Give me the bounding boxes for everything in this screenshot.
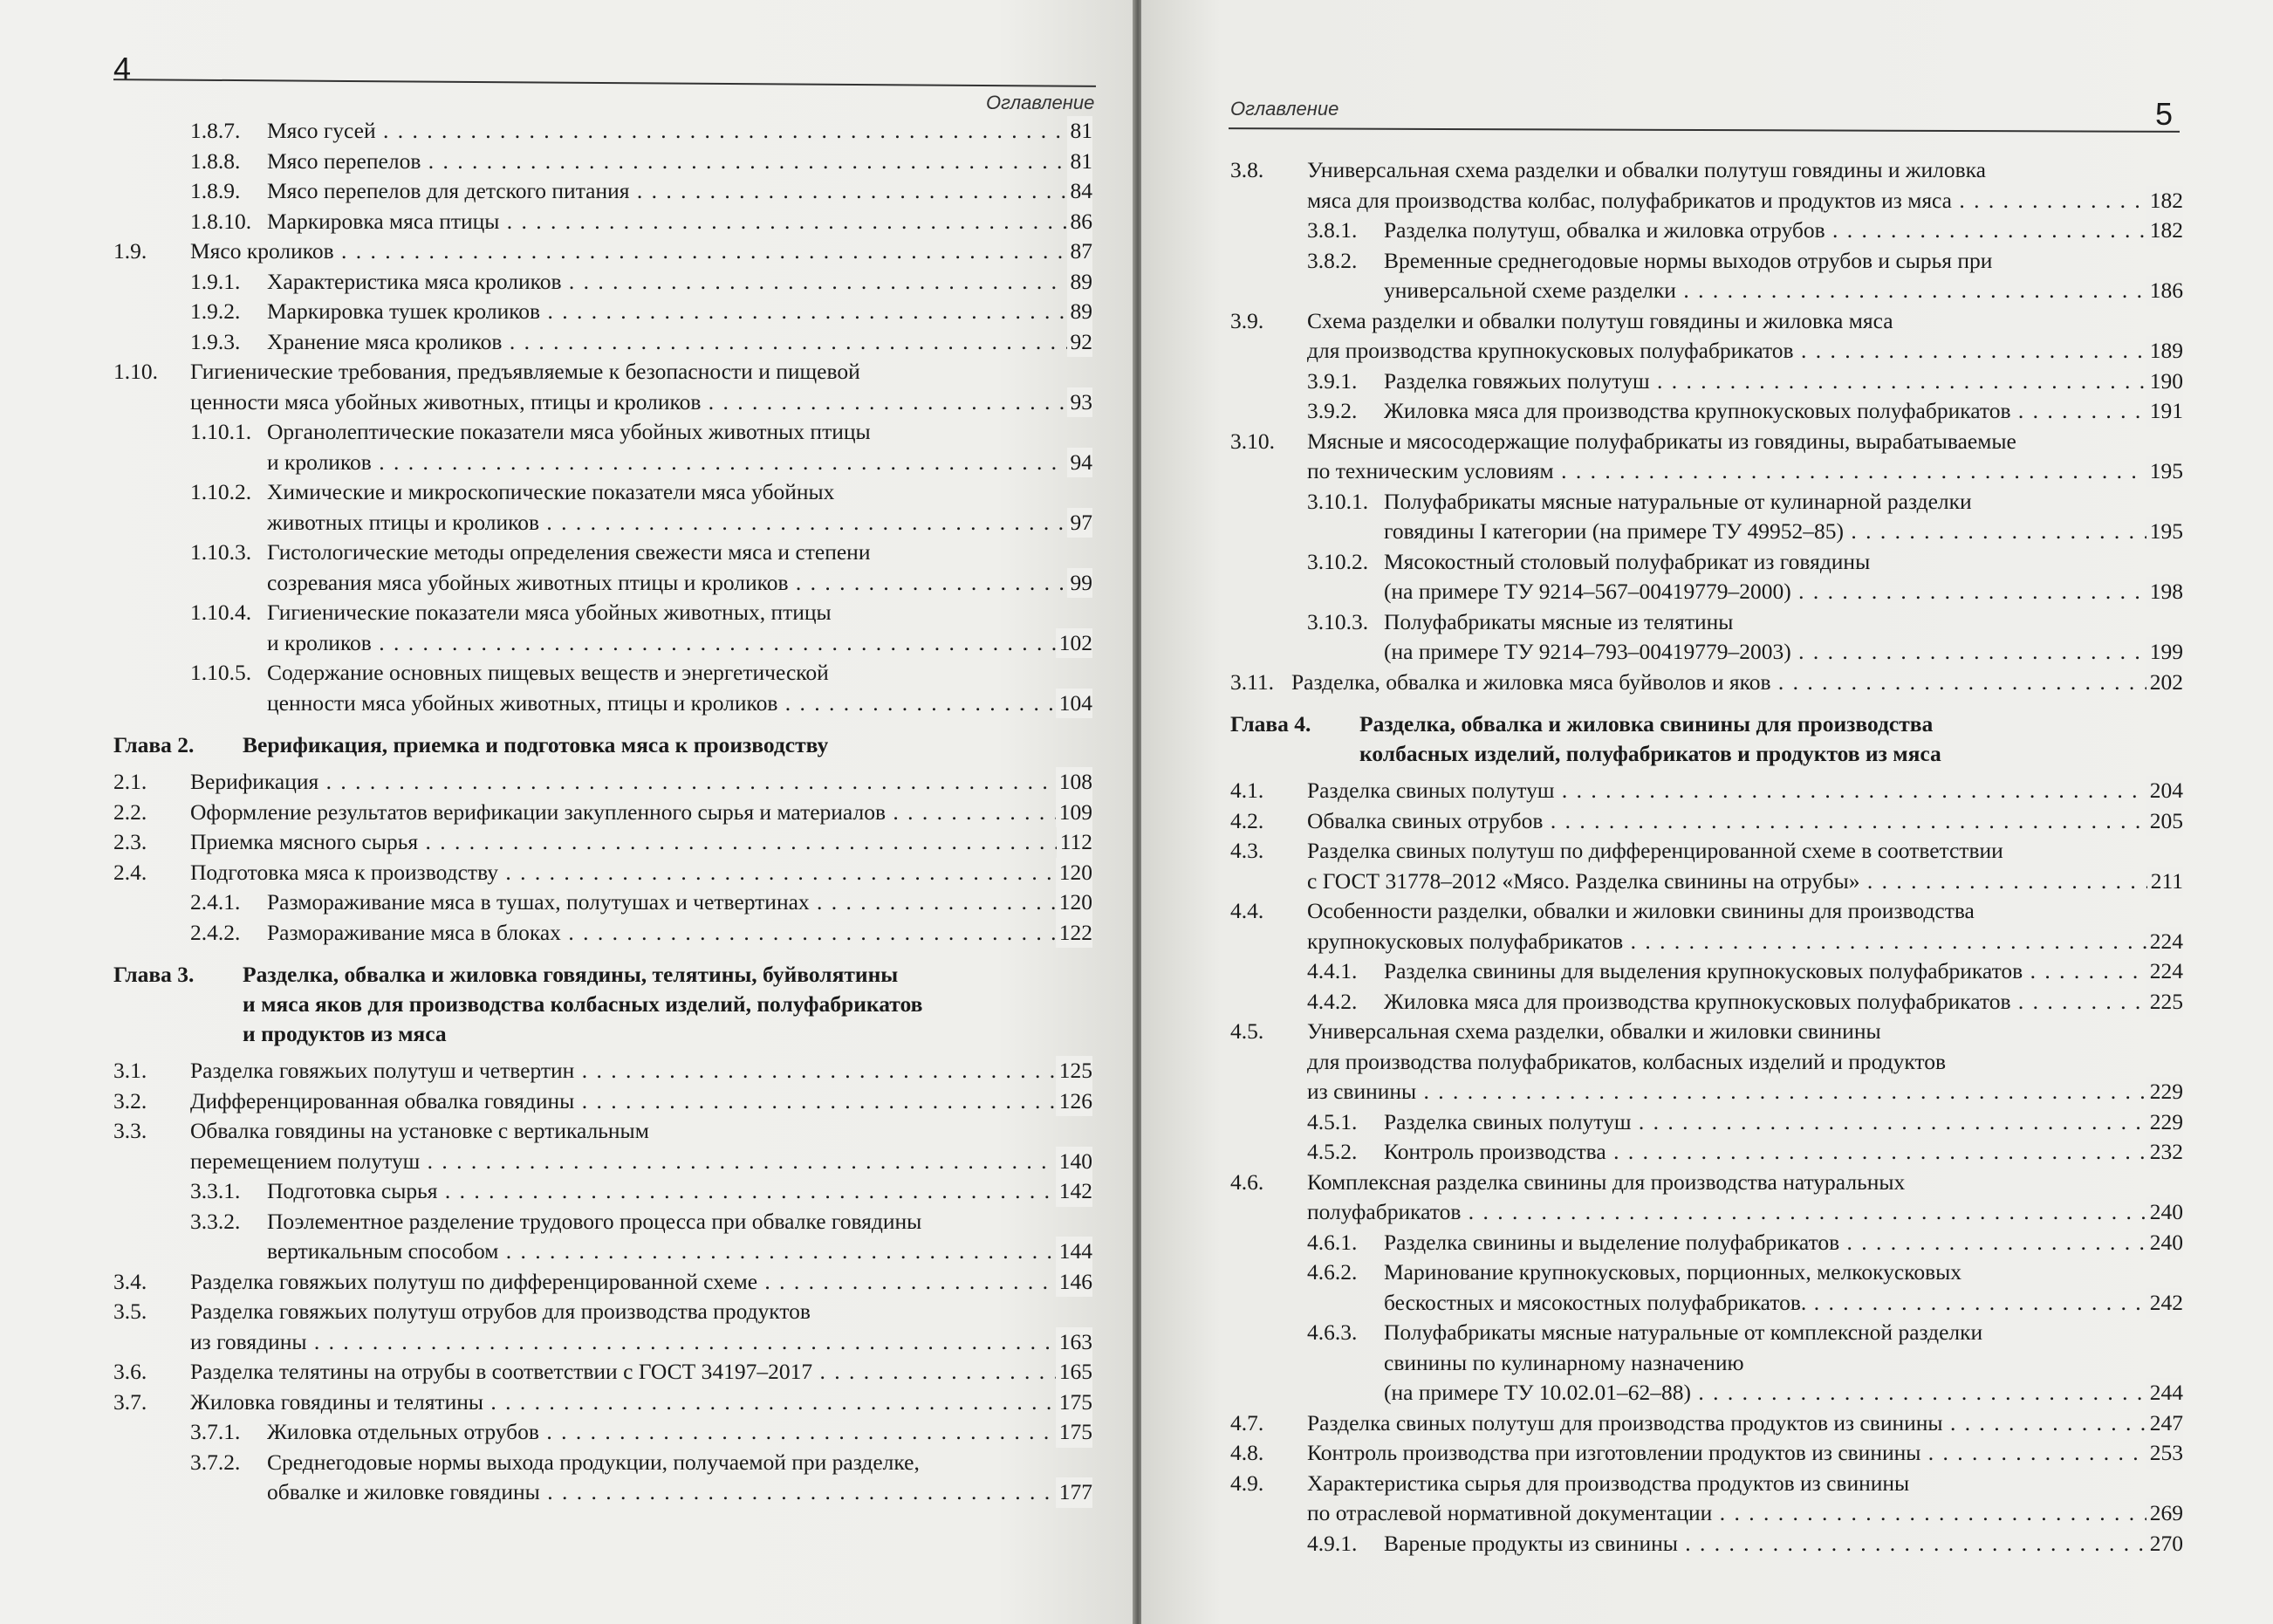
section-number: 3.10.3. bbox=[1307, 608, 1369, 634]
section-title: Разделка говяжьих полутуш отрубов для производства продуктов bbox=[190, 1299, 811, 1324]
page-ref: 163 bbox=[1056, 1327, 1092, 1358]
section-title: Мясные и мясосодержащие полуфабрикаты из говядины, вырабатываемые bbox=[1307, 428, 2016, 454]
section-title: Дифференцированная обвалка говядины . . . bbox=[190, 1088, 1092, 1114]
toc-entry bbox=[113, 1417, 1092, 1448]
section-number: 1.10.1. bbox=[190, 419, 252, 444]
section-title: Разделка говяжьих полутуш . . . bbox=[1384, 368, 2183, 394]
section-title: Мясо гусей . . . bbox=[267, 118, 1092, 143]
section-title: Разделка свиных полутуш по дифференцированной схеме в соответствии bbox=[1307, 838, 2003, 863]
toc-entry bbox=[1230, 607, 2183, 668]
toc-entry bbox=[113, 147, 1092, 177]
section-number: 4.7. bbox=[1230, 1409, 1264, 1436]
toc-entry bbox=[1230, 1257, 2183, 1318]
toc-entry bbox=[1230, 367, 2183, 397]
section-title: животных птицы и кроликов . . . bbox=[267, 510, 1092, 535]
section-number: 3.10.1. bbox=[1307, 488, 1369, 514]
page-ref: 225 bbox=[2146, 987, 2183, 1018]
page-ref: 269 bbox=[2146, 1498, 2183, 1529]
toc-entry bbox=[1230, 1318, 2183, 1408]
section-number: 4.5.2. bbox=[1307, 1139, 1358, 1164]
page-ref: 198 bbox=[2146, 577, 2183, 607]
toc-entry bbox=[1230, 1529, 2183, 1559]
chapter-title-line: Разделка, обвалка и жиловка говядины, телятины, буйволятины bbox=[243, 962, 899, 987]
toc-entry bbox=[113, 207, 1092, 237]
section-title: Полуфабрикаты мясные из телятины bbox=[1384, 608, 1734, 634]
page-ref: 191 bbox=[2146, 396, 2183, 427]
section-number: 4.8. bbox=[1230, 1440, 1264, 1465]
section-title: вертикальным способом . . . bbox=[267, 1238, 1092, 1264]
header-rule bbox=[113, 79, 1096, 87]
toc-entry bbox=[1230, 806, 2183, 837]
toc-entry bbox=[113, 767, 1092, 798]
section-number: 2.1. bbox=[113, 769, 147, 794]
section-title: Разделка, обвалка и жиловка мяса буйволов и яков . . . bbox=[1291, 669, 2183, 695]
section-title: Универсальная схема разделки, обвалки и жиловки свинины bbox=[1307, 1018, 1881, 1044]
section-title: Размораживание мяса в тушах, полутушах и четвертинах . . . bbox=[267, 889, 1092, 915]
right-page bbox=[1141, 0, 2273, 1624]
toc-entry bbox=[113, 1357, 1092, 1388]
section-title: Разделка свинины и выделение полуфабрикатов . . . bbox=[1384, 1230, 2183, 1255]
toc-entry bbox=[113, 236, 1092, 267]
section-title: Разделка полутуш, обвалка и жиловка отрубов . . . bbox=[1384, 217, 2183, 243]
page-ref: 81 bbox=[1067, 147, 1093, 177]
page-ref: 175 bbox=[1056, 1388, 1092, 1418]
page-ref: 177 bbox=[1056, 1477, 1092, 1508]
section-number: 3.10. bbox=[1230, 428, 1275, 454]
page-ref: 195 bbox=[2146, 517, 2183, 547]
section-title: Гигиенические показатели мяса убойных животных, птицы bbox=[267, 600, 832, 625]
section-number: 3.4. bbox=[113, 1268, 147, 1294]
section-title: полуфабрикатов . . . bbox=[1307, 1199, 2183, 1224]
section-title: Хранение мяса кроликов . . . bbox=[267, 329, 1092, 354]
section-title: Маркировка тушек кроликов . . . bbox=[267, 298, 1092, 324]
toc-entry bbox=[113, 1116, 1092, 1176]
section-title: Жиловка мяса для производства крупнокусковых полуфабрикатов . . . bbox=[1384, 989, 2183, 1014]
section-number: 3.8.1. bbox=[1307, 217, 1358, 243]
page-ref: 240 bbox=[2146, 1197, 2183, 1228]
section-number: 3.11. bbox=[1230, 668, 1275, 695]
toc-entry bbox=[113, 798, 1092, 828]
section-number: 4.4. bbox=[1230, 898, 1264, 923]
section-number: 3.7. bbox=[113, 1388, 147, 1415]
section-title: Полуфабрикаты мясные натуральные от кулинарной разделки bbox=[1384, 488, 1972, 514]
section-number: 2.4.1. bbox=[190, 889, 241, 915]
section-number: 4.9.1. bbox=[1307, 1530, 1358, 1556]
toc-entry bbox=[1230, 776, 2183, 806]
section-title: и кроликов . . . bbox=[267, 449, 1092, 475]
section-number: 1.9.3. bbox=[190, 328, 241, 354]
toc-entry bbox=[113, 1388, 1092, 1418]
section-title: Подготовка сырья . . . bbox=[267, 1178, 1092, 1203]
chapter-heading bbox=[113, 730, 1092, 760]
toc-entry bbox=[1230, 1408, 2183, 1439]
toc-entry bbox=[1230, 396, 2183, 427]
section-number: 3.7.2. bbox=[190, 1449, 241, 1475]
section-title: Разделка свинины для выделения крупнокусковых полуфабрикатов . . . bbox=[1384, 958, 2183, 983]
page-ref: 186 bbox=[2146, 276, 2183, 306]
page-ref: 199 bbox=[2146, 637, 2183, 668]
section-title: Поэлементное разделение трудового процесса при обвалке говядины bbox=[267, 1208, 922, 1234]
toc-entry bbox=[1230, 987, 2183, 1018]
section-title: Полуфабрикаты мясные натуральные от комплексной разделки bbox=[1384, 1319, 1983, 1345]
table-of-contents bbox=[1230, 155, 2183, 1559]
page-ref: 109 bbox=[1056, 798, 1092, 828]
page-number: 5 bbox=[2155, 96, 2174, 132]
page-ref: 92 bbox=[1067, 327, 1093, 358]
section-number: 3.6. bbox=[113, 1359, 147, 1384]
section-title: свинины по кулинарному назначению bbox=[1384, 1349, 1744, 1375]
running-header: Оглавление bbox=[986, 92, 1095, 113]
page-ref: 204 bbox=[2146, 776, 2183, 806]
toc-entry bbox=[113, 858, 1092, 888]
toc-entry bbox=[113, 417, 1092, 477]
section-number: 4.6.3. bbox=[1307, 1319, 1358, 1345]
section-number: 1.9.2. bbox=[190, 298, 241, 324]
chapter-title-line: и мяса яков для производства колбасных изделий, полуфабрикатов bbox=[243, 991, 923, 1017]
toc-entry bbox=[1230, 836, 2183, 896]
page-ref: 94 bbox=[1067, 448, 1093, 478]
page-ref: 202 bbox=[2146, 668, 2183, 698]
section-title: Подготовка мяса к производству . . . bbox=[190, 860, 1092, 885]
toc-entry bbox=[1230, 155, 2183, 216]
section-title: Разделка свиных полутуш . . . bbox=[1384, 1109, 2183, 1134]
toc-entry bbox=[113, 538, 1092, 598]
section-title: ценности мяса убойных животных, птицы и кроликов . . . bbox=[190, 389, 1092, 415]
section-number: 1.8.9. bbox=[190, 178, 241, 203]
section-title: Обвалка свиных отрубов . . . bbox=[1307, 808, 2183, 833]
toc-entry bbox=[1230, 956, 2183, 987]
section-title: созревания мяса убойных животных птицы и кроликов . . . bbox=[267, 570, 1092, 595]
page-ref: 89 bbox=[1067, 297, 1093, 327]
section-title: Гигиенические требования, предъявляемые к безопасности и пищевой bbox=[190, 359, 860, 384]
section-title: по отраслевой нормативной документации . . . bbox=[1307, 1500, 2183, 1525]
section-number: 4.4.2. bbox=[1307, 988, 1358, 1014]
page-ref: 146 bbox=[1056, 1267, 1092, 1298]
section-title: из говядины . . . bbox=[190, 1329, 1092, 1354]
section-title: Оформление результатов верификации закупленного сырья и материалов . . . bbox=[190, 799, 1092, 825]
page-ref: 247 bbox=[2146, 1408, 2183, 1439]
section-title: для производства полуфабрикатов, колбасных изделий и продуктов bbox=[1307, 1048, 1947, 1074]
chapter-number: Глава 3. bbox=[113, 962, 195, 987]
section-title: (на примере ТУ 10.02.01–62–88) . . . bbox=[1384, 1380, 2183, 1405]
section-number: 4.3. bbox=[1230, 838, 1264, 863]
running-header: Оглавление bbox=[1230, 98, 1339, 120]
page-ref: 182 bbox=[2146, 186, 2183, 216]
section-number: 1.9.1. bbox=[190, 268, 241, 294]
table-of-contents bbox=[113, 116, 1092, 1508]
toc-entry bbox=[1230, 427, 2183, 487]
page-ref: 229 bbox=[2146, 1107, 2183, 1138]
section-title: обвалке и жиловке говядины . . . bbox=[267, 1479, 1092, 1504]
section-title: Маркировка мяса птицы . . . bbox=[267, 209, 1092, 234]
section-number: 3.8.2. bbox=[1307, 247, 1358, 273]
toc-entry bbox=[1230, 547, 2183, 607]
page-ref: 242 bbox=[2146, 1288, 2183, 1319]
toc-entry bbox=[113, 327, 1092, 358]
section-number: 4.1. bbox=[1230, 778, 1264, 803]
page-ref: 244 bbox=[2146, 1378, 2183, 1408]
page-ref: 182 bbox=[2146, 216, 2183, 246]
section-number: 3.3. bbox=[113, 1118, 147, 1143]
section-title: Схема разделки и обвалки полутуш говядины и жиловка мяса bbox=[1307, 307, 1893, 333]
section-number: 3.8. bbox=[1230, 157, 1264, 182]
section-title: Мясокостный столовый полуфабрикат из говядины bbox=[1384, 548, 1871, 574]
section-title: Мясо перепелов для детского питания . . . bbox=[267, 178, 1092, 203]
page-ref: 87 bbox=[1067, 236, 1093, 267]
section-number: 4.9. bbox=[1230, 1470, 1264, 1496]
toc-entry bbox=[113, 267, 1092, 298]
page-ref: 142 bbox=[1056, 1176, 1092, 1207]
page-ref: 224 bbox=[2146, 927, 2183, 957]
toc-entry bbox=[1230, 1438, 2183, 1469]
section-title: Универсальная схема разделки и обвалки полутуш говядины и жиловка bbox=[1307, 157, 1986, 182]
section-number: 3.3.2. bbox=[190, 1208, 241, 1234]
page-ref: 270 bbox=[2146, 1529, 2183, 1559]
toc-entry bbox=[113, 1448, 1092, 1508]
toc-entry bbox=[1230, 306, 2183, 367]
toc-entry bbox=[113, 918, 1092, 949]
toc-entry bbox=[113, 176, 1092, 207]
section-title: Жиловка отдельных отрубов . . . bbox=[267, 1419, 1092, 1444]
toc-entry bbox=[1230, 1469, 2183, 1529]
section-title: Характеристика мяса кроликов . . . bbox=[267, 269, 1092, 294]
page-ref: 108 bbox=[1056, 767, 1092, 798]
section-title: Вареные продукты из свинины . . . bbox=[1384, 1531, 2183, 1556]
section-title: мяса для производства колбас, полуфабрикатов и продуктов из мяса . . . bbox=[1307, 188, 2183, 213]
page-ref: 144 bbox=[1056, 1237, 1092, 1267]
page-ref: 253 bbox=[2146, 1438, 2183, 1469]
section-number: 3.9.2. bbox=[1307, 398, 1358, 423]
section-title: и кроликов . . . bbox=[267, 630, 1092, 655]
chapter-number: Глава 2. bbox=[113, 732, 195, 757]
toc-entry bbox=[1230, 1017, 2183, 1107]
toc-entry bbox=[113, 1086, 1092, 1117]
chapter-title-line: и продуктов из мяса bbox=[243, 1021, 447, 1046]
toc-entry bbox=[1230, 896, 2183, 956]
section-title: Комплексная разделка свинины для производства натуральных bbox=[1307, 1168, 1906, 1195]
toc-entry bbox=[113, 827, 1092, 858]
section-number: 2.4. bbox=[113, 859, 147, 885]
toc-entry bbox=[1230, 1228, 2183, 1258]
toc-entry bbox=[1230, 487, 2183, 547]
toc-entry bbox=[113, 477, 1092, 538]
section-number: 3.2. bbox=[113, 1087, 147, 1114]
section-title: Контроль производства при изготовлении продуктов из свинины . . . bbox=[1307, 1440, 2183, 1465]
toc-entry bbox=[1230, 1137, 2183, 1168]
page-ref: 120 bbox=[1056, 858, 1092, 888]
section-title: перемещением полутуш . . . bbox=[190, 1148, 1092, 1174]
page-ref: 232 bbox=[2146, 1137, 2183, 1168]
page-ref: 99 bbox=[1067, 568, 1093, 599]
toc-entry bbox=[1230, 1168, 2183, 1228]
section-number: 3.9.1. bbox=[1307, 367, 1358, 394]
section-title: ценности мяса убойных животных, птицы и кроликов . . . bbox=[267, 690, 1092, 716]
section-title: говядины I категории (на примере ТУ 49952–85) . . . bbox=[1384, 518, 2183, 544]
toc-entry bbox=[113, 887, 1092, 918]
page-ref: 224 bbox=[2146, 956, 2183, 987]
page-ref: 205 bbox=[2146, 806, 2183, 837]
toc-entry bbox=[1230, 216, 2183, 246]
section-title: Размораживание мяса в блоках . . . bbox=[267, 920, 1092, 945]
page-ref: 189 bbox=[2146, 336, 2183, 367]
section-title: Особенности разделки, обвалки и жиловки свинины для производства bbox=[1307, 898, 1975, 923]
page-ref: 89 bbox=[1067, 267, 1093, 298]
section-title: Жиловка говядины и телятины . . . bbox=[190, 1389, 1092, 1415]
page-ref: 211 bbox=[2147, 867, 2183, 897]
section-title: Характеристика сырья для производства продуктов из свинины bbox=[1307, 1470, 1910, 1496]
page-ref: 81 bbox=[1067, 116, 1093, 147]
toc-entry bbox=[113, 1176, 1092, 1207]
section-title: Гистологические методы определения свежести мяса и степени bbox=[267, 539, 871, 565]
section-number: 1.10.4. bbox=[190, 600, 252, 625]
section-title: с ГОСТ 31778–2012 «Мясо. Разделка свинины на отрубы» . . . bbox=[1307, 868, 2183, 894]
page-ref: 112 bbox=[1057, 827, 1092, 858]
toc-entry bbox=[1230, 668, 2183, 698]
section-title: из свинины . . . bbox=[1307, 1079, 2183, 1104]
section-title: бескостных и мясокостных полуфабрикатов. . . . bbox=[1384, 1290, 2183, 1315]
section-number: 4.2. bbox=[1230, 807, 1264, 833]
section-title: Верификация . . . bbox=[190, 769, 1092, 794]
section-number: 1.8.10. bbox=[190, 208, 252, 234]
page-ref: 120 bbox=[1056, 887, 1092, 918]
page-ref: 140 bbox=[1056, 1147, 1092, 1177]
chapter-title-line: колбасных изделий, полуфабрикатов и продуктов из мяса bbox=[1359, 741, 1941, 766]
section-title: Мясо кроликов . . . bbox=[190, 238, 1092, 264]
section-title: Обвалка говядины на установке с вертикальным bbox=[190, 1118, 649, 1143]
section-title: для производства крупнокусковых полуфабрикатов . . . bbox=[1307, 338, 2183, 363]
toc-entry bbox=[1230, 1107, 2183, 1138]
page-ref: 126 bbox=[1056, 1086, 1092, 1117]
left-page bbox=[0, 0, 1134, 1624]
chapter-heading bbox=[1230, 709, 2183, 769]
section-number: 1.10.2. bbox=[190, 479, 252, 504]
page-ref: 195 bbox=[2146, 456, 2183, 487]
section-title: (на примере ТУ 9214–567–00419779–2000) . . . bbox=[1384, 579, 2183, 604]
section-number: 1.10.3. bbox=[190, 539, 252, 565]
section-number: 3.9. bbox=[1230, 307, 1264, 333]
section-title: Маринование крупнокусковых, порционных, мелкокусковых bbox=[1384, 1259, 1962, 1285]
section-title: Мясо перепелов . . . bbox=[267, 148, 1092, 174]
section-title: Жиловка мяса для производства крупнокусковых полуфабрикатов . . . bbox=[1384, 398, 2183, 423]
chapter-title-line: Разделка, обвалка и жиловка свинины для производства bbox=[1359, 711, 1934, 737]
page-ref: 165 bbox=[1056, 1357, 1092, 1388]
section-title: Разделка свиных полутуш для производства продуктов из свинины . . . bbox=[1307, 1410, 2183, 1436]
page-ref: 229 bbox=[2146, 1077, 2183, 1107]
section-number: 1.8.7. bbox=[190, 118, 241, 143]
section-title: Разделка говяжьих полутуш и четвертин . . . bbox=[190, 1058, 1092, 1083]
toc-entry bbox=[113, 1297, 1092, 1357]
section-title: Временные среднегодовые нормы выходов отрубов и сырья при bbox=[1384, 247, 1993, 273]
toc-entry bbox=[113, 116, 1092, 147]
section-title: Органолептические показатели мяса убойных животных птицы bbox=[267, 419, 871, 444]
page-ref: 175 bbox=[1056, 1417, 1092, 1448]
chapter-heading bbox=[113, 960, 1092, 1049]
toc-entry bbox=[113, 357, 1092, 417]
section-number: 4.4.1. bbox=[1307, 958, 1358, 983]
section-number: 2.3. bbox=[113, 829, 147, 854]
page-ref: 97 bbox=[1067, 508, 1093, 538]
page-ref: 122 bbox=[1056, 918, 1092, 949]
section-title: Разделка говяжьих полутуш по дифференцированной схеме . . . bbox=[190, 1269, 1092, 1294]
toc-entry bbox=[113, 598, 1092, 658]
page-ref: 190 bbox=[2146, 367, 2183, 397]
chapter-number: Глава 4. bbox=[1230, 711, 1311, 737]
page-ref: 84 bbox=[1067, 176, 1093, 207]
section-number: 2.2. bbox=[113, 798, 147, 825]
section-number: 3.10.2. bbox=[1307, 548, 1369, 574]
header-rule bbox=[1229, 127, 2180, 133]
section-number: 1.10. bbox=[113, 359, 158, 384]
section-title: (на примере ТУ 9214–793–00419779–2003) . . . bbox=[1384, 639, 2183, 664]
toc-entry bbox=[113, 297, 1092, 327]
chapter-title-line: Верификация, приемка и подготовка мяса к производству bbox=[243, 732, 829, 757]
section-number: 4.5.1. bbox=[1307, 1108, 1358, 1134]
page-ref: 86 bbox=[1067, 207, 1093, 237]
section-title: по техническим условиям . . . bbox=[1307, 458, 2183, 483]
section-number: 4.5. bbox=[1230, 1018, 1264, 1044]
section-number: 1.10.5. bbox=[190, 660, 252, 685]
page-ref: 93 bbox=[1067, 387, 1093, 418]
toc-entry bbox=[1230, 246, 2183, 306]
section-title: Содержание основных пищевых веществ и энергетической bbox=[267, 660, 829, 685]
section-title: Контроль производства . . . bbox=[1384, 1139, 2183, 1164]
page-ref: 240 bbox=[2146, 1228, 2183, 1258]
section-number: 4.6.1. bbox=[1307, 1229, 1358, 1255]
section-number: 2.4.2. bbox=[190, 919, 241, 945]
page-ref: 125 bbox=[1056, 1056, 1092, 1086]
section-number: 3.5. bbox=[113, 1299, 147, 1324]
toc-entry bbox=[113, 1056, 1092, 1086]
section-number: 3.7.1. bbox=[190, 1419, 241, 1444]
section-title: Химические и микроскопические показатели мяса убойных bbox=[267, 479, 835, 504]
section-number: 3.1. bbox=[113, 1058, 147, 1083]
section-title: Разделка телятины на отрубы в соответствии с ГОСТ 34197–2017 . . . bbox=[190, 1359, 1092, 1384]
section-number: 3.3.1. bbox=[190, 1178, 241, 1203]
section-title: крупнокусковых полуфабрикатов . . . bbox=[1307, 928, 2183, 954]
section-title: Среднегодовые нормы выхода продукции, получаемой при разделке, bbox=[267, 1449, 920, 1475]
page-ref: 104 bbox=[1056, 689, 1092, 719]
section-number: 4.6. bbox=[1230, 1168, 1264, 1195]
section-title: Приемка мясного сырья . . . bbox=[190, 829, 1092, 854]
toc-entry bbox=[113, 1207, 1092, 1267]
page-number: 4 bbox=[113, 51, 132, 86]
section-title: Разделка свиных полутуш . . . bbox=[1307, 778, 2183, 803]
toc-entry bbox=[113, 658, 1092, 718]
section-number: 1.9. bbox=[113, 238, 147, 264]
page-ref: 102 bbox=[1056, 628, 1092, 659]
toc-entry bbox=[113, 1267, 1092, 1298]
section-number: 4.6.2. bbox=[1307, 1259, 1358, 1285]
section-title: универсальной схеме разделки . . . bbox=[1384, 278, 2183, 303]
section-number: 1.8.8. bbox=[190, 147, 241, 174]
